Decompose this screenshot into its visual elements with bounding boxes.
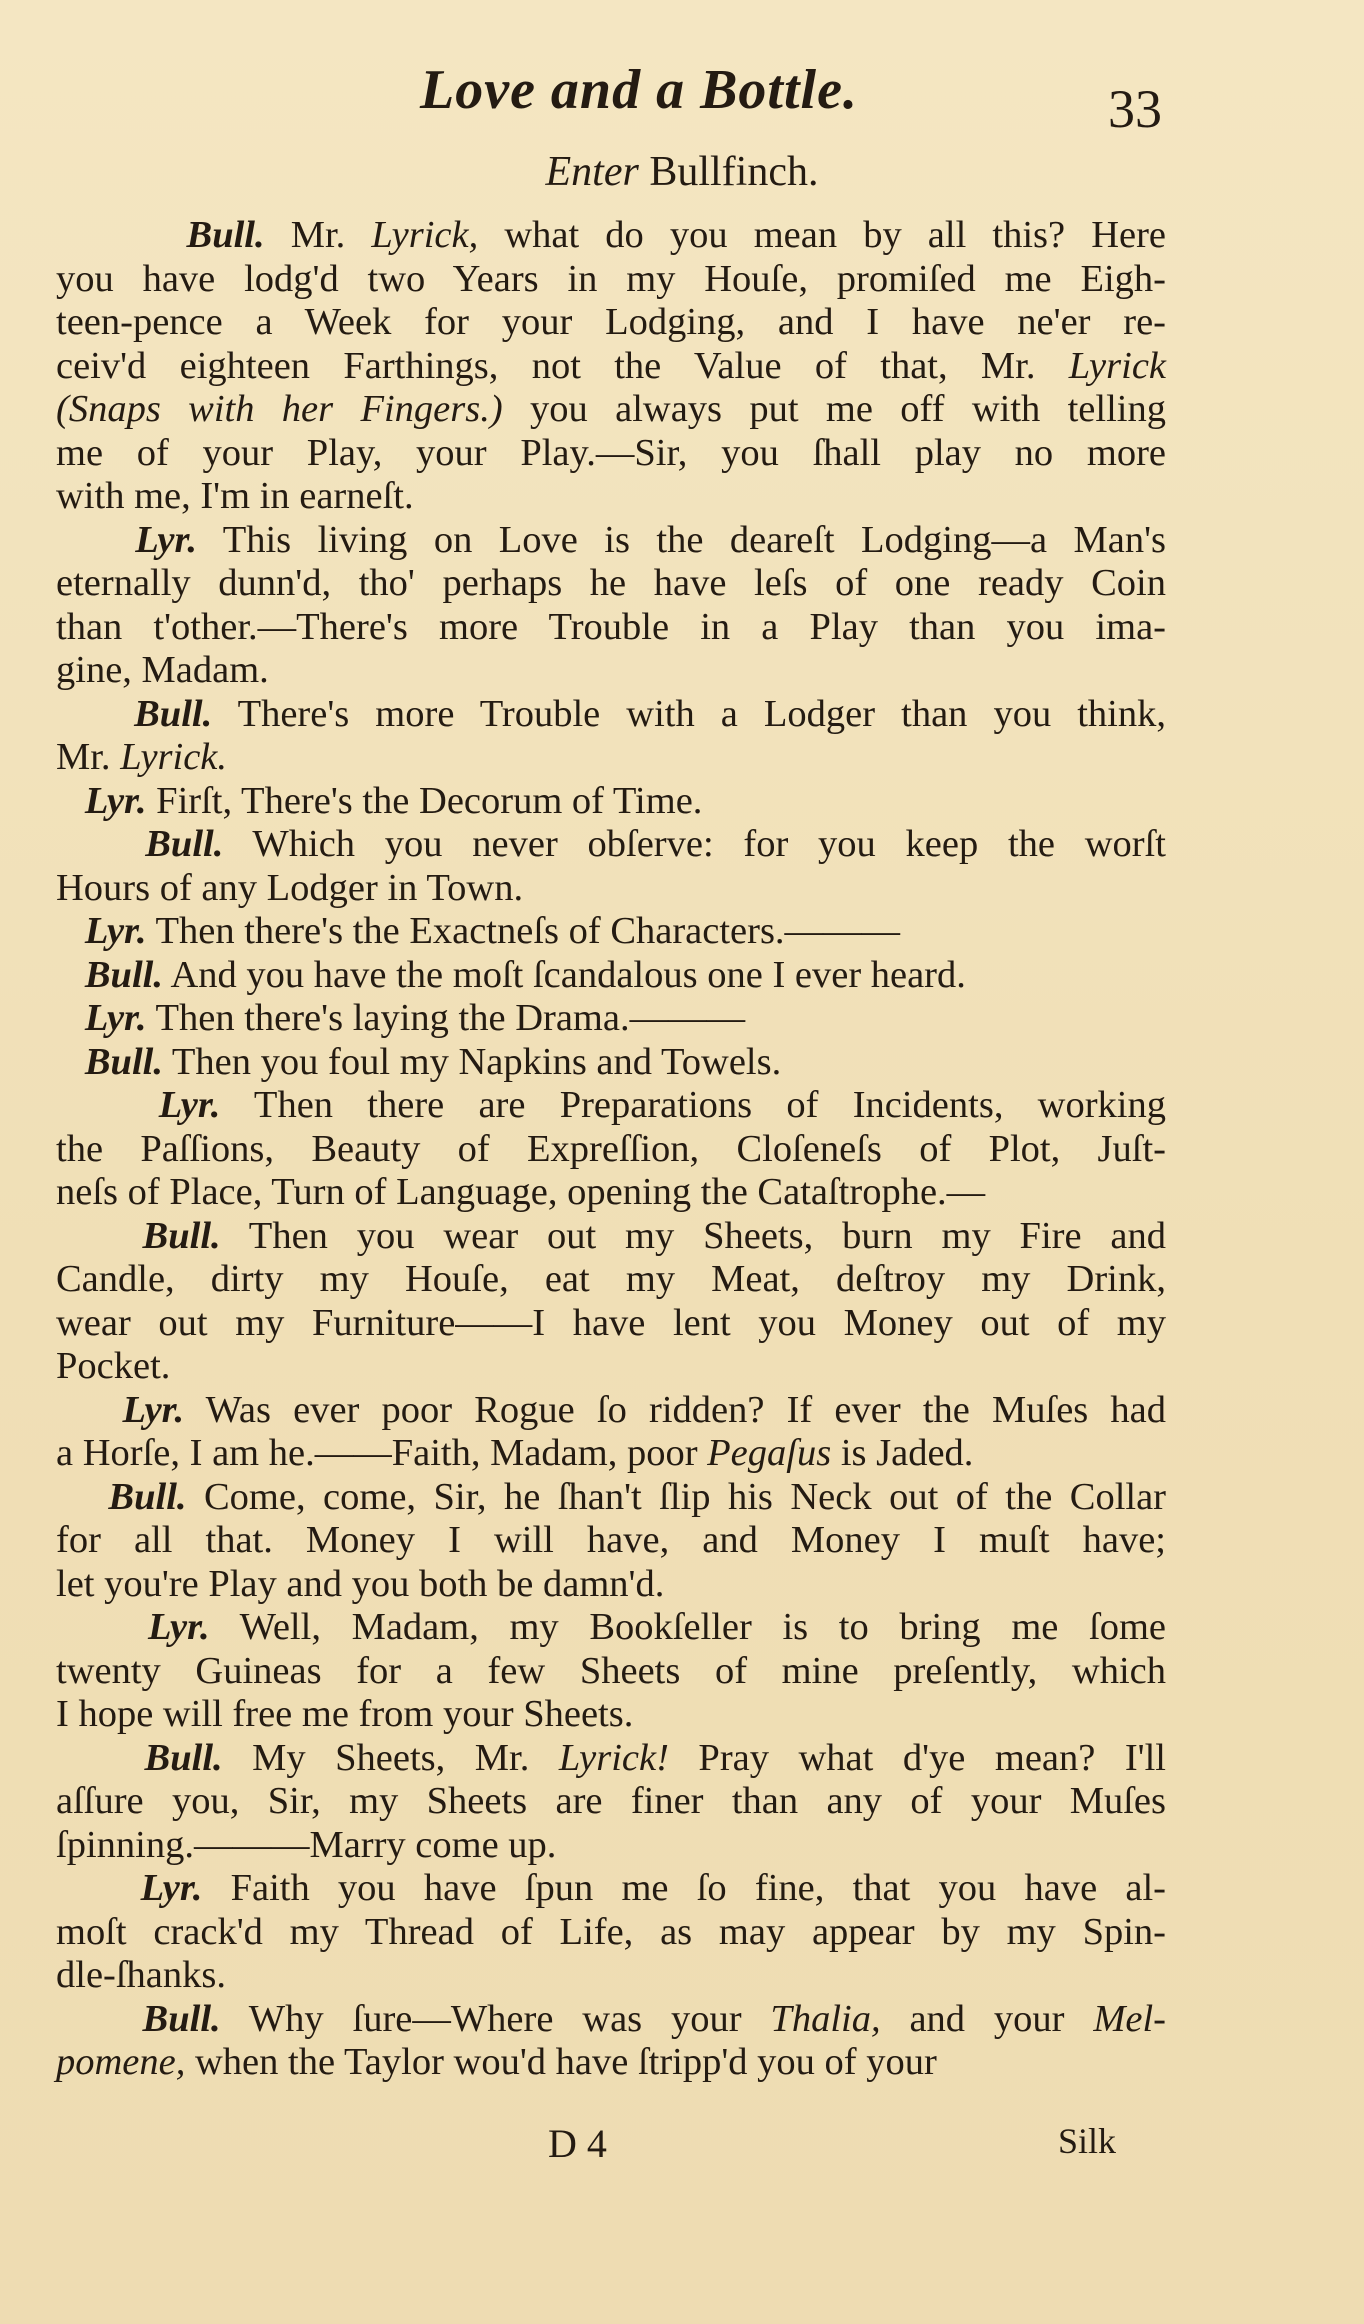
line-text <box>56 1041 85 1083</box>
line-text: dle-ſhanks. <box>56 1954 226 1996</box>
text-line <box>56 475 1166 519</box>
italic-text: Lyrick! <box>558 1736 669 1779</box>
line-text: ceiv'd eighteen Farthings, not the Value of that, Mr. <box>56 344 1069 387</box>
text-line <box>56 954 1166 998</box>
play-text <box>56 214 1166 2085</box>
line-text: ſpinning.———Marry come up. <box>56 1823 557 1866</box>
line-text: My Sheets, Mr. <box>222 1736 559 1779</box>
line-text: Mr. <box>264 214 372 256</box>
line-text <box>56 823 145 865</box>
line-text: for all that. Money I will have, and Money I muſt have; <box>56 1519 1166 1561</box>
line-text <box>56 1476 108 1518</box>
italic-text: Mel- <box>1093 1997 1166 2040</box>
catchword: Silk <box>1058 2121 1117 2161</box>
line-text: Pray what d'ye mean? I'll <box>668 1736 1167 1779</box>
line-text: let you're Play and you both be damn'd. <box>56 1562 665 1605</box>
text-line <box>56 997 1166 1041</box>
line-text: Candle, dirty my Houſe, eat my Meat, deſtroy my Drink, <box>56 1258 1166 1300</box>
speaker-name: Bull. <box>84 953 163 996</box>
text-line <box>56 388 1166 432</box>
speaker-name: Bull. <box>108 1475 187 1518</box>
line-text <box>56 1084 159 1126</box>
speaker-name: Lyr. <box>84 910 147 952</box>
line-text <box>56 1389 122 1431</box>
line-text: wear out my Furniture——I have lent you Money out of my <box>56 1301 1166 1344</box>
line-text: gine, Madam. <box>56 649 269 691</box>
page-number: 33 <box>1108 79 1162 139</box>
line-text <box>56 1737 145 1779</box>
text-line <box>56 1563 1166 1607</box>
speaker-name: Bull. <box>142 1997 221 2040</box>
line-text: teen-pence a Week for your Lodging, and I have ne'er re- <box>56 301 1166 343</box>
text-line <box>56 1432 1166 1476</box>
text-line <box>56 1650 1166 1694</box>
line-text <box>56 214 187 256</box>
line-text: Mr. <box>56 736 121 778</box>
line-text <box>56 693 134 735</box>
speaker-name: Lyr. <box>122 1388 185 1431</box>
line-text: Then you foul my Napkins and Towels. <box>162 1040 782 1083</box>
line-text: is Jaded. <box>831 1432 974 1474</box>
line-text: aſſure you, Sir, my Sheets are finer than any of your Muſes <box>56 1780 1166 1822</box>
line-text: There's more Trouble with a Lodger than you think, <box>212 692 1167 735</box>
text-line <box>56 1041 1166 1085</box>
line-text: Why ſure—Where was your <box>220 1997 771 2040</box>
italic-text: Lyrick, <box>371 214 479 256</box>
running-title: Love and a Bottle. <box>420 59 858 121</box>
text-line <box>56 258 1166 302</box>
line-text: neſs of Place, Turn of Language, opening the Cataſtrophe.— <box>56 1171 986 1213</box>
running-head <box>0 58 1364 138</box>
text-line <box>56 1519 1166 1563</box>
line-text <box>56 780 85 822</box>
italic-text: Thalia, <box>770 1997 881 2040</box>
line-text: Then there are Preparations of Incidents, working <box>220 1084 1166 1126</box>
text-line <box>56 606 1166 650</box>
line-text: me of your Play, your Play.—Sir, you ſhall play no more <box>56 431 1166 474</box>
line-text <box>56 519 135 561</box>
text-line <box>56 1693 1166 1737</box>
speaker-name: Bull. <box>145 823 224 865</box>
line-text: Faith you have ſpun me ſo fine, that you have al- <box>202 1867 1167 1909</box>
line-text: Then you wear out my Sheets, burn my Fire and <box>220 1214 1166 1257</box>
text-line <box>56 1345 1166 1389</box>
italic-text: pomene, <box>56 2041 186 2083</box>
text-line <box>56 1737 1166 1781</box>
signature-mark: D 4 <box>548 2121 607 2166</box>
page-footer <box>0 2120 1364 2180</box>
line-text: you always put me off with telling <box>502 388 1166 430</box>
text-line <box>56 432 1166 476</box>
text-line <box>56 1998 1166 2042</box>
line-text: moſt crack'd my Thread of Life, as may appear by my Spin- <box>56 1910 1166 1953</box>
stage-direction <box>0 148 1364 196</box>
line-text: Pocket. <box>56 1345 171 1387</box>
speaker-name: Lyr. <box>84 997 147 1039</box>
text-line <box>56 867 1166 911</box>
text-line <box>56 1302 1166 1346</box>
text-line <box>56 1389 1166 1433</box>
speaker-name: Bull. <box>144 1736 223 1779</box>
text-line <box>56 910 1166 954</box>
text-line <box>56 1171 1166 1215</box>
line-text: Then there's laying the Drama.——— <box>146 997 746 1039</box>
stage-direction-verb: Enter <box>545 149 639 195</box>
speaker-name: Bull. <box>142 1214 221 1257</box>
line-text: Well, Madam, my Bookſeller is to bring me ſome <box>209 1606 1166 1648</box>
line-text: Come, come, Sir, he ſhan't ſlip his Neck out of the Collar <box>186 1475 1167 1518</box>
line-text: Hours of any Lodger in Town. <box>56 866 524 909</box>
italic-text: (Snaps with her Fingers.) <box>56 388 503 430</box>
line-text: you have lodg'd two Years in my Houſe, promiſed me Eigh- <box>56 257 1166 300</box>
line-text: Then there's the Exactneſs of Characters.——— <box>146 910 901 952</box>
text-line <box>56 649 1166 693</box>
line-text: Which you never obſerve: for you keep the worſt <box>223 823 1167 865</box>
line-text <box>56 997 85 1039</box>
text-line <box>56 693 1166 737</box>
speaker-name: Lyr. <box>147 1606 210 1648</box>
line-text: a Horſe, I am he.——Faith, Madam, poor <box>56 1432 708 1474</box>
text-line <box>56 823 1166 867</box>
text-line <box>56 1258 1166 1302</box>
stage-direction-character: Bullfinch. <box>649 149 819 195</box>
line-text: than t'other.—There's more Trouble in a Play than you ima- <box>56 605 1166 648</box>
italic-text: Lyrick. <box>120 736 228 778</box>
speaker-name: Lyr. <box>158 1084 221 1126</box>
line-text: And you have the moſt ſcandalous one I ever heard. <box>162 953 966 996</box>
text-line <box>56 301 1166 345</box>
text-line <box>56 214 1166 258</box>
text-line <box>56 345 1166 389</box>
text-line <box>56 1128 1166 1172</box>
speaker-name: Bull. <box>84 1040 163 1083</box>
italic-text: Pegaſus <box>707 1432 832 1474</box>
line-text <box>56 910 85 952</box>
text-line <box>56 736 1166 780</box>
text-line <box>56 519 1166 563</box>
line-text: Firſt, There's the Decorum of Time. <box>146 779 703 822</box>
text-line <box>56 1824 1166 1868</box>
text-line <box>56 1215 1166 1259</box>
text-line <box>56 1476 1166 1520</box>
text-line <box>56 780 1166 824</box>
line-text: Was ever poor Rogue ſo ridden? If ever the Muſes had <box>184 1388 1167 1431</box>
line-text: This living on Love is the deareſt Lodging—a Man's <box>196 518 1167 561</box>
line-text <box>56 1215 143 1257</box>
line-text: the Paſſions, Beauty of Expreſſion, Cloſeneſs of Plot, Juſt- <box>56 1127 1166 1170</box>
text-line <box>56 1084 1166 1128</box>
text-line <box>56 1867 1166 1911</box>
line-text: twenty Guineas for a few Sheets of mine preſently, which <box>56 1649 1166 1692</box>
line-text: when the Taylor wou'd have ſtripp'd you of your <box>185 2041 937 2083</box>
speaker-name: Lyr. <box>135 518 197 561</box>
text-line <box>56 562 1166 606</box>
text-line <box>56 1606 1166 1650</box>
text-line <box>56 1911 1166 1955</box>
line-text: what do you mean by all this? Here <box>478 214 1166 256</box>
line-text: and your <box>880 1997 1094 2040</box>
line-text: I hope will free me from your Sheets. <box>56 1693 634 1735</box>
line-text <box>56 1998 143 2040</box>
text-line <box>56 1954 1166 1998</box>
line-text <box>56 1606 148 1648</box>
line-text <box>56 1867 141 1909</box>
italic-text: Lyrick <box>1068 344 1166 387</box>
text-line <box>56 1780 1166 1824</box>
text-line <box>56 2041 1166 2085</box>
line-text: eternally dunn'd, tho' perhaps he have leſs of one ready Coin <box>56 562 1166 604</box>
speaker-name: Bull. <box>186 214 265 256</box>
line-text <box>56 954 85 996</box>
line-text: with me, I'm in earneſt. <box>56 475 414 517</box>
speaker-name: Bull. <box>134 692 213 735</box>
speaker-name: Lyr. <box>84 779 147 822</box>
speaker-name: Lyr. <box>140 1867 203 1909</box>
